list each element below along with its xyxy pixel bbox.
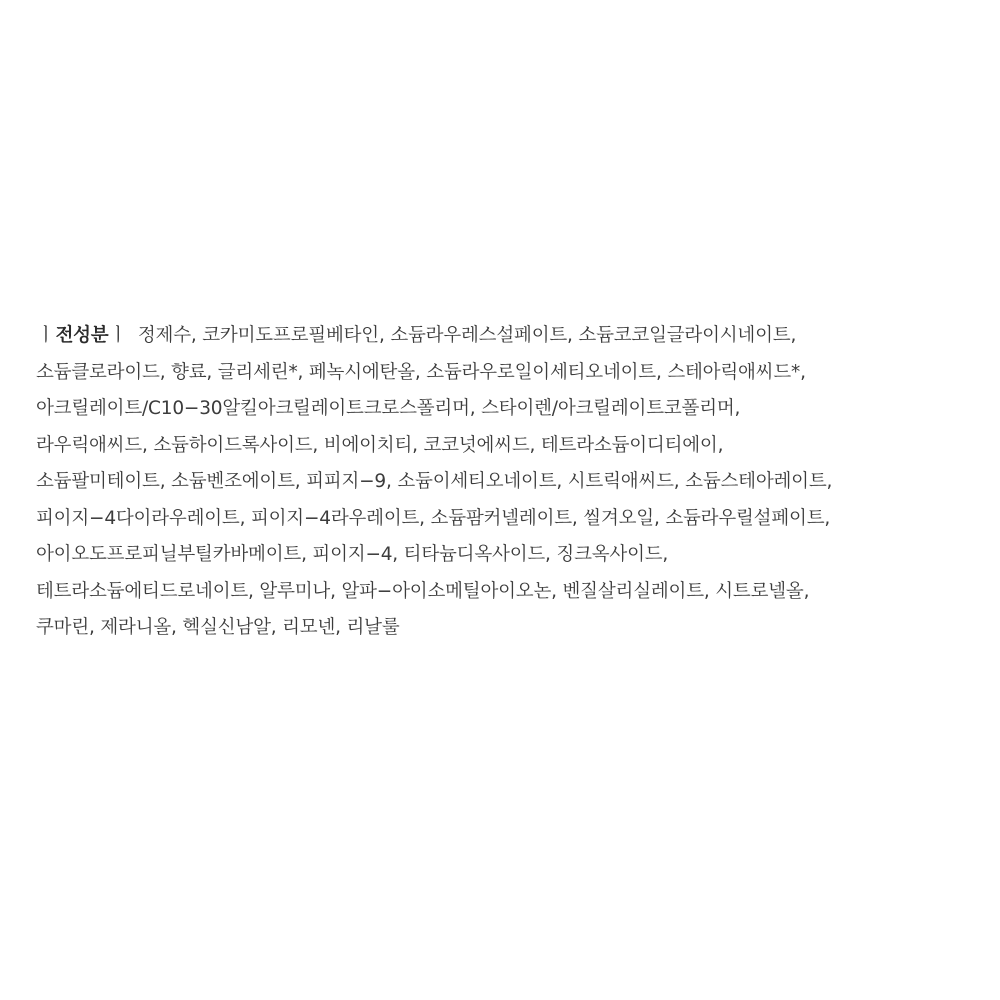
label-text: 전성분	[55, 325, 109, 346]
ingredients-line-4: 라우릭애씨드, 소듐하이드록사이드, 비에이치티, 코코넛에씨드, 테트라소듐이디티에이,	[36, 434, 724, 456]
ingredients-line-6-row	[36, 501, 966, 538]
ingredients-line-2: 소듐클로라이드, 향료, 글리세린*, 페녹시에탄올, 소듐라우로일이세티오네이트, 스테아릭애씨드*,	[36, 361, 806, 383]
ingredients-label	[36, 325, 128, 346]
ingredients-line-9: 쿠마린, 제라니올, 헥실신남알, 리모넨, 리날룰	[36, 617, 400, 638]
ingredients-line-7: 아이오도프로피닐부틸카바메이트, 피이지−4, 티타늄디옥사이드, 징크옥사이드,	[36, 544, 669, 565]
label-bar-right: ㅣ	[109, 325, 127, 346]
ingredients-line-6: 피이지−4다이라우레이트, 피이지−4라우레이트, 소듐팜커넬레이트, 씰겨오일, 소듐라우릴설페이트,	[36, 507, 831, 529]
ingredients-line-4-row	[36, 428, 966, 465]
ingredients-section	[36, 318, 966, 647]
label-bar-left: ㅣ	[37, 325, 55, 346]
ingredients-line-8-row	[36, 574, 966, 611]
ingredients-line-7-row	[36, 537, 966, 574]
ingredients-line-8: 테트라소듐에티드로네이트, 알루미나, 알파−아이소메틸아이오논, 벤질살리실레이트, 시트로넬올,	[36, 580, 810, 602]
ingredients-line-3-row	[36, 391, 966, 428]
ingredients-line-2-row	[36, 355, 966, 392]
ingredients-line-1: 정제수, 코카미도프로필베타인, 소듐라우레스설페이트, 소듐코코일글라이시네이트,	[137, 325, 797, 346]
ingredients-line-3: 아크릴레이트/C10−30알킬아크릴레이트크로스폴리머, 스타이렌/아크릴레이트코폴리머,	[36, 398, 741, 419]
ingredients-first-line	[36, 318, 966, 355]
ingredients-line-9-row	[36, 610, 966, 647]
ingredients-line-5-row	[36, 464, 966, 501]
ingredients-line-5: 소듐팔미테이트, 소듐벤조에이트, 피피지−9, 소듐이세티오네이트, 시트릭애씨드, 소듐스테아레이트,	[36, 471, 833, 492]
